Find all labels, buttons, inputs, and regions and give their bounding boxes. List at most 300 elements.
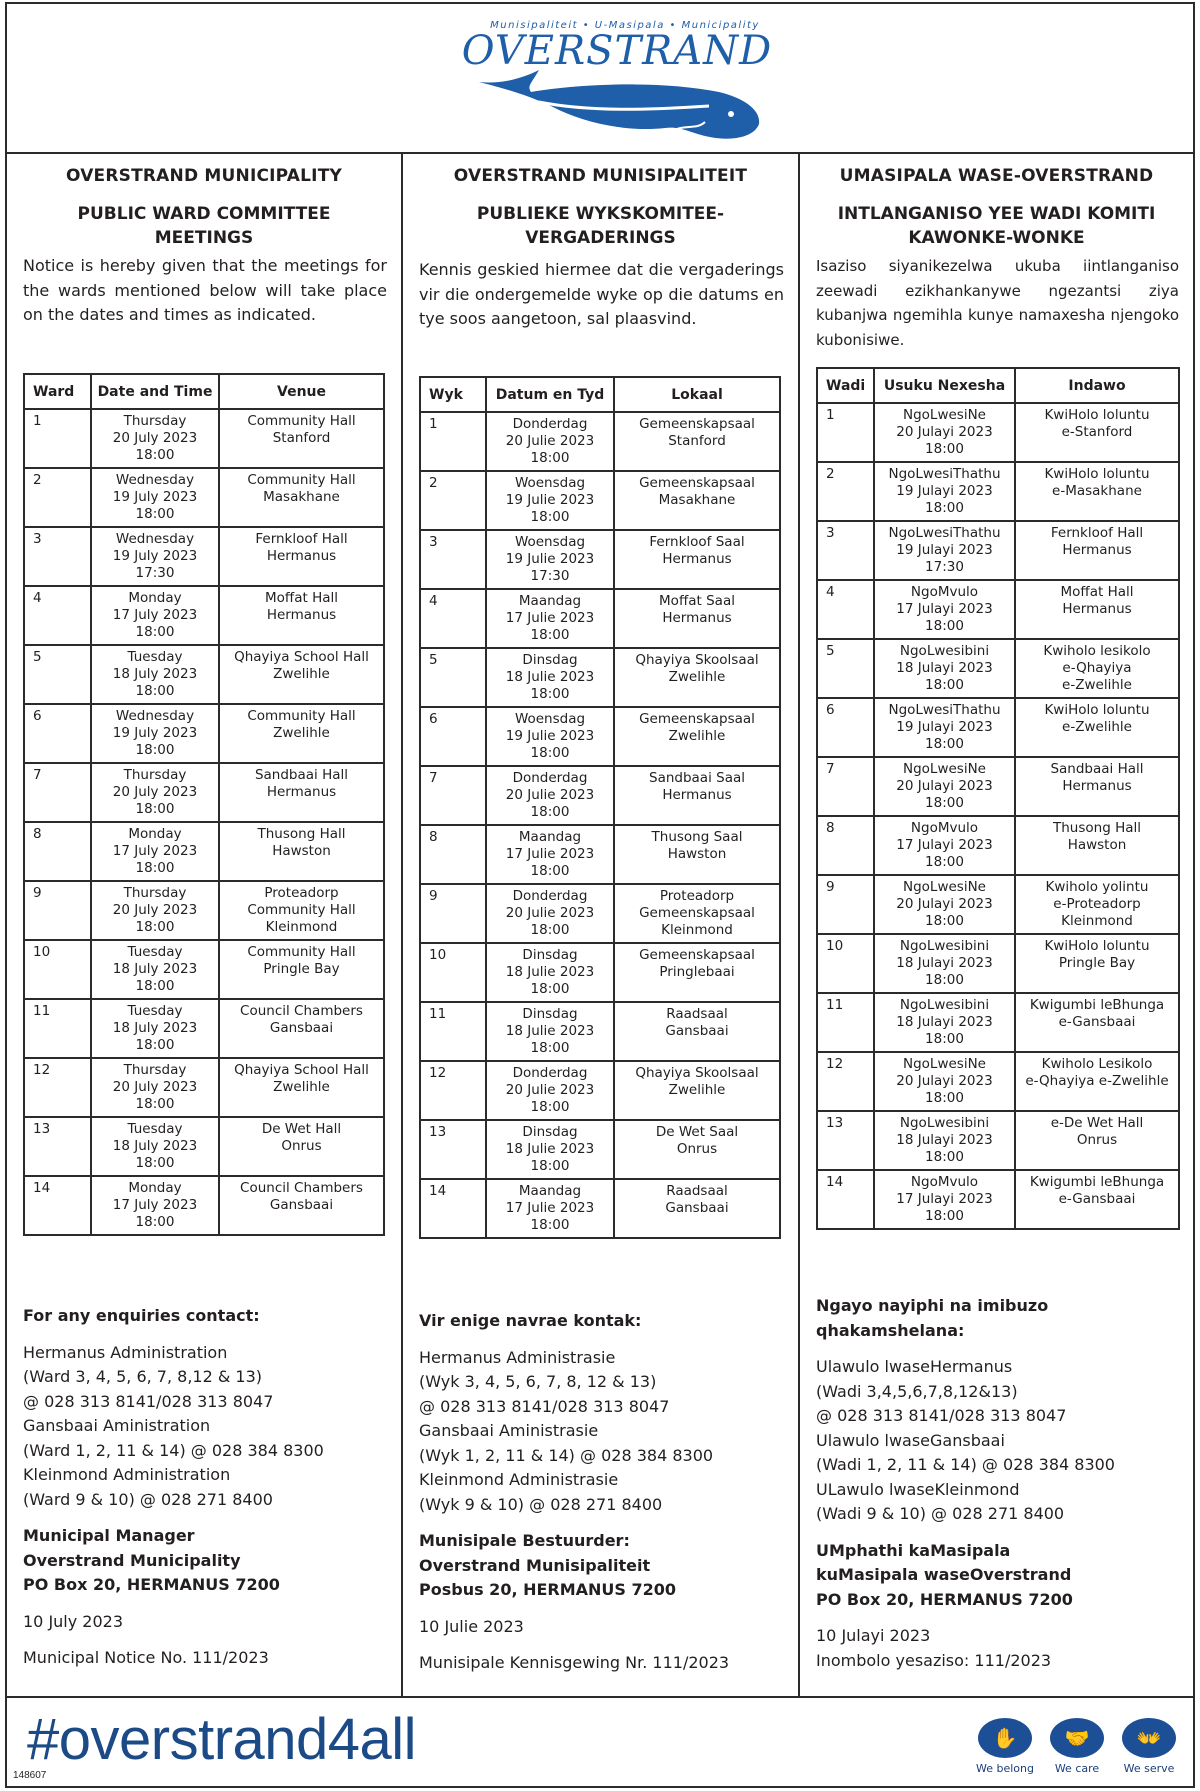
contact-line: (Ward 9 & 10) @ 028 271 8400 xyxy=(23,1489,273,1509)
meeting-day: NgoLwesiNe xyxy=(903,761,986,777)
venue-line: Proteadorp xyxy=(659,888,735,904)
meeting-day: Wednesday xyxy=(115,472,195,488)
venue-line: Onrus xyxy=(676,1141,718,1157)
venue-line: Onrus xyxy=(281,1138,322,1154)
ward-number: 11 xyxy=(24,999,91,1058)
venue-cell xyxy=(219,586,384,645)
contact-line: @ 028 313 8141/028 313 8047 xyxy=(419,1396,670,1416)
meeting-time: 18:00 xyxy=(530,1217,570,1233)
date-time-cell xyxy=(486,825,614,884)
venue-line: Hawston xyxy=(667,846,727,862)
date-time-cell xyxy=(91,763,219,822)
venue-cell xyxy=(614,943,780,1002)
venue-cell xyxy=(1015,816,1179,875)
venue-cell xyxy=(219,999,384,1058)
spacer xyxy=(816,1527,1183,1539)
meeting-date: 17 Julie 2023 xyxy=(505,1200,595,1216)
signatory-line: kuMasipala waseOverstrand xyxy=(816,1565,1072,1584)
meeting-date: 19 Julie 2023 xyxy=(505,492,595,508)
meeting-time: 18:00 xyxy=(925,854,964,870)
table-row xyxy=(24,1058,384,1117)
venue-line: Hermanus xyxy=(662,551,732,567)
schedule-table xyxy=(816,367,1180,1230)
venue-line: Proteadorp xyxy=(264,885,339,901)
meeting-time: 18:00 xyxy=(135,447,175,463)
venue-cell xyxy=(219,881,384,940)
venue-line: Fernkloof Hall xyxy=(255,531,348,547)
venue-line: Hawston xyxy=(272,843,331,859)
venue-line: Thusong Hall xyxy=(1053,820,1141,836)
meeting-date: 19 Julie 2023 xyxy=(505,728,595,744)
venue-cell xyxy=(1015,993,1179,1052)
meeting-day: Thursday xyxy=(123,885,187,901)
meeting-day: NgoLwesibini xyxy=(899,938,990,954)
venue-line: Hermanus xyxy=(1062,601,1132,617)
venue-line: Gansbaai xyxy=(665,1023,729,1039)
meeting-time: 18:00 xyxy=(925,618,964,634)
venue-line: Moffat Hall xyxy=(265,590,338,606)
meeting-time: 18:00 xyxy=(135,624,175,640)
contact-line: ULawulo lwaseKleinmond xyxy=(816,1479,1020,1499)
logo-wordmark: OVERSTRAND xyxy=(461,28,773,74)
meeting-date: 18 Julie 2023 xyxy=(505,964,595,980)
venue-line: Council Chambers xyxy=(240,1180,363,1196)
venue-cell xyxy=(1015,462,1179,521)
value-label: We serve xyxy=(1123,1762,1175,1775)
meeting-time: 18:00 xyxy=(135,1214,175,1230)
meeting-day: Donderdag xyxy=(512,770,588,786)
intro-paragraph: Isaziso siyanikezelwa ukuba iintlanganiso zeewadi ezikhankanywe ngezantsi ziya kubanjwa ngemihla kunye namaxesha njengoko kubonisiwe. xyxy=(816,257,1179,349)
date-time-cell xyxy=(486,471,614,530)
venue-line: Gemeenskapsaal xyxy=(639,416,755,432)
meeting-date: 20 Julayi 2023 xyxy=(896,424,993,440)
footer xyxy=(7,1696,1193,1788)
value-label: We care xyxy=(1054,1762,1100,1775)
table-row xyxy=(817,1111,1179,1170)
venue-line: Qhayiya School Hall xyxy=(234,649,369,665)
values-badges xyxy=(975,1718,1179,1775)
date-time-cell xyxy=(91,645,219,704)
date-time-cell xyxy=(486,707,614,766)
table-row xyxy=(24,1117,384,1176)
meeting-day: NgoMvulo xyxy=(910,820,979,836)
meeting-day: Woensdag xyxy=(514,475,586,491)
table-row xyxy=(817,403,1179,462)
notice-date: 10 Julie 2023 xyxy=(419,1616,524,1636)
date-time-cell xyxy=(874,1170,1015,1229)
venue-line: Zwelihle xyxy=(273,1079,330,1095)
venue-line: Pringle Bay xyxy=(263,961,340,977)
venue-line: Community Hall xyxy=(247,413,356,429)
venue-cell xyxy=(219,1176,384,1235)
meeting-time: 18:00 xyxy=(925,972,964,988)
contact-block xyxy=(816,1294,1183,1673)
venue-line: Zwelihle xyxy=(273,725,330,741)
meeting-time: 18:00 xyxy=(925,677,964,693)
meeting-date: 19 Julayi 2023 xyxy=(896,483,993,499)
date-time-cell xyxy=(874,993,1015,1052)
meeting-date: 17 July 2023 xyxy=(112,843,198,859)
ward-number: 14 xyxy=(420,1179,486,1238)
date-time-cell xyxy=(91,822,219,881)
ward-number: 10 xyxy=(817,934,874,993)
table-row xyxy=(420,825,780,884)
meeting-time: 18:00 xyxy=(530,509,570,525)
venue-line: Gemeenskapsaal xyxy=(639,475,755,491)
ward-number: 1 xyxy=(817,403,874,462)
meeting-time: 18:00 xyxy=(925,1208,964,1224)
ward-number: 2 xyxy=(24,468,91,527)
table-row xyxy=(420,589,780,648)
venue-line: Onrus xyxy=(1076,1132,1118,1148)
notice-number: Munisipale Kennisgewing Nr. 111/2023 xyxy=(419,1653,730,1672)
venue-line: Kleinmond xyxy=(265,919,338,935)
table-row xyxy=(24,1176,384,1235)
meeting-day: NgoMvulo xyxy=(910,1174,979,1190)
meeting-day: Donderdag xyxy=(512,1065,588,1081)
contact-line: Ulawulo lwaseHermanus xyxy=(816,1357,1013,1376)
contact-heading: For any enquiries contact: xyxy=(23,1306,260,1325)
meeting-time: 18:00 xyxy=(925,500,964,516)
schedule-table xyxy=(419,376,781,1239)
ward-number: 14 xyxy=(817,1170,874,1229)
table-row xyxy=(817,816,1179,875)
signatory-line: Posbus 20, HERMANUS 7200 xyxy=(419,1580,677,1599)
ward-number: 6 xyxy=(420,707,486,766)
venue-line: Masakhane xyxy=(658,492,736,508)
date-time-cell xyxy=(91,586,219,645)
meeting-time: 18:00 xyxy=(925,1031,964,1047)
meeting-day: Thursday xyxy=(123,1062,187,1078)
ward-number: 5 xyxy=(24,645,91,704)
meeting-date: 18 Julie 2023 xyxy=(505,1141,595,1157)
meeting-date: 18 Julie 2023 xyxy=(505,1023,595,1039)
meeting-day: NgoLwesibini xyxy=(899,1115,990,1131)
meeting-day: Dinsdag xyxy=(522,1124,578,1140)
venue-line: Hermanus xyxy=(1062,542,1132,558)
meeting-date: 20 Julayi 2023 xyxy=(896,1073,993,1089)
date-time-cell xyxy=(874,1052,1015,1111)
spacer xyxy=(419,1517,788,1529)
venue-cell xyxy=(219,468,384,527)
date-time-cell xyxy=(91,1176,219,1235)
table-row xyxy=(420,707,780,766)
meeting-day: Monday xyxy=(128,590,182,606)
venue-line: Hermanus xyxy=(266,607,337,623)
meeting-time: 17:30 xyxy=(530,568,570,584)
contact-line: (Wadi 9 & 10) @ 028 271 8400 xyxy=(816,1504,1065,1523)
ward-number: 7 xyxy=(817,757,874,816)
signatory-line: Munisipale Bestuurder: xyxy=(419,1531,630,1550)
venue-line: Gansbaai xyxy=(665,1200,729,1216)
venue-cell xyxy=(614,1061,780,1120)
contact-line: Ulawulo lwaseGansbaai xyxy=(816,1430,1005,1450)
signatory-line: Overstrand Munisipaliteit xyxy=(419,1555,651,1575)
table-row xyxy=(420,884,780,943)
venue-line: Kleinmond xyxy=(1061,913,1133,929)
table-row xyxy=(24,763,384,822)
meeting-date: 20 Julayi 2023 xyxy=(896,896,993,912)
venue-cell xyxy=(614,1179,780,1238)
contact-heading: Vir enige navrae kontak: xyxy=(419,1311,642,1330)
venue-line: e-Proteadorp xyxy=(1053,896,1141,912)
notice-number: Inombolo yesaziso: 111/2023 xyxy=(816,1650,1052,1670)
meeting-date: 19 July 2023 xyxy=(112,548,198,564)
venue-line: Hawston xyxy=(1067,837,1127,853)
contact-line: Gansbaai Aministration xyxy=(23,1416,211,1435)
date-time-cell xyxy=(486,1120,614,1179)
venue-cell xyxy=(219,763,384,822)
value-we-care xyxy=(1047,1718,1107,1775)
venue-line: Moffat Hall xyxy=(1060,584,1134,600)
venue-line: Gemeenskapsaal xyxy=(639,905,755,921)
meeting-day: Monday xyxy=(128,1180,182,1196)
table-row xyxy=(24,940,384,999)
table-row xyxy=(24,704,384,763)
meeting-day: Tuesday xyxy=(127,1003,183,1019)
contact-line: Gansbaai Aministrasie xyxy=(419,1421,599,1440)
meeting-date: 18 Julie 2023 xyxy=(505,669,595,685)
ward-number: 8 xyxy=(420,825,486,884)
meeting-time: 18:00 xyxy=(925,913,964,929)
meeting-date: 19 July 2023 xyxy=(112,725,198,741)
venue-cell xyxy=(219,822,384,881)
contact-line: (Wyk 1, 2, 11 & 14) @ 028 384 8300 xyxy=(419,1445,714,1465)
meeting-time: 18:00 xyxy=(530,1099,570,1115)
date-time-cell xyxy=(91,527,219,586)
column-afrikaans xyxy=(403,154,800,1696)
date-time-cell xyxy=(486,648,614,707)
value-label: We belong xyxy=(976,1762,1034,1775)
meeting-day: NgoMvulo xyxy=(910,584,979,600)
date-time-cell xyxy=(91,468,219,527)
venue-line: Kwiholo Lesikolo xyxy=(1041,1056,1153,1072)
signatory-line: Municipal Manager xyxy=(23,1526,195,1545)
meeting-day: Donderdag xyxy=(512,888,588,904)
header-venue: Indawo xyxy=(1015,368,1179,403)
venue-line: Hermanus xyxy=(662,787,732,803)
date-time-cell xyxy=(874,580,1015,639)
meeting-date: 20 Julie 2023 xyxy=(505,787,595,803)
meeting-day: Tuesday xyxy=(127,944,183,960)
meeting-day: Monday xyxy=(128,826,182,842)
meeting-date: 17 Julie 2023 xyxy=(505,846,595,862)
venue-line: Gansbaai xyxy=(269,1197,334,1213)
logo-header xyxy=(7,4,1193,154)
meeting-day: Maandag xyxy=(518,1183,582,1199)
venue-cell xyxy=(614,766,780,825)
contact-line: (Wyk 9 & 10) @ 028 271 8400 xyxy=(419,1494,663,1514)
venue-cell xyxy=(219,940,384,999)
ward-number: 14 xyxy=(24,1176,91,1235)
table-row xyxy=(24,822,384,881)
header-date-time: Usuku Nexesha xyxy=(874,368,1015,403)
date-time-cell xyxy=(874,1111,1015,1170)
meeting-date: 17 Julayi 2023 xyxy=(896,1191,993,1207)
table-row xyxy=(420,530,780,589)
date-time-cell xyxy=(486,884,614,943)
date-time-cell xyxy=(486,1002,614,1061)
venue-line: Community Hall xyxy=(247,472,356,488)
schedule-table xyxy=(23,373,385,1236)
ward-number: 7 xyxy=(24,763,91,822)
ward-number: 1 xyxy=(24,409,91,468)
table-row xyxy=(817,698,1179,757)
venue-line: Zwelihle xyxy=(668,1082,726,1098)
table-row xyxy=(817,462,1179,521)
venue-cell xyxy=(219,527,384,586)
header-date-time: Date and Time xyxy=(91,374,219,409)
meeting-day: Thursday xyxy=(123,767,187,783)
venue-line: e-Stanford xyxy=(1061,424,1133,440)
contact-block xyxy=(23,1304,391,1671)
column-subtitle: PUBLIC WARD COMMITTEE MEETINGS xyxy=(77,204,331,248)
ward-number: 1 xyxy=(420,412,486,471)
venue-line: Sandbaai Hall xyxy=(254,767,349,783)
meeting-day: Woensdag xyxy=(514,534,586,550)
meeting-date: 20 Julie 2023 xyxy=(505,433,595,449)
venue-line: e-Zwelihle xyxy=(1062,677,1132,693)
ward-number: 12 xyxy=(420,1061,486,1120)
meeting-date: 20 July 2023 xyxy=(112,430,198,446)
table-row xyxy=(420,471,780,530)
spacer xyxy=(23,1329,391,1341)
venue-cell xyxy=(614,884,780,943)
meeting-day: Wednesday xyxy=(115,531,195,547)
meeting-date: 18 July 2023 xyxy=(112,1020,198,1036)
table-row xyxy=(420,766,780,825)
venue-line: Community Hall xyxy=(247,944,356,960)
ward-number: 2 xyxy=(817,462,874,521)
meeting-date: 18 July 2023 xyxy=(112,666,198,682)
venue-line: Kwigumbi leBhunga xyxy=(1029,1174,1165,1190)
job-number: 148607 xyxy=(13,1770,47,1781)
value-we-serve xyxy=(1119,1718,1179,1775)
ward-number: 10 xyxy=(420,943,486,1002)
meeting-date: 20 July 2023 xyxy=(112,902,198,918)
venue-cell xyxy=(1015,698,1179,757)
venue-cell xyxy=(614,825,780,884)
contact-line: (Ward 1, 2, 11 & 14) @ 028 384 8300 xyxy=(23,1440,324,1460)
meeting-date: 20 Julie 2023 xyxy=(505,1082,595,1098)
venue-line: Pringle Bay xyxy=(1058,955,1136,971)
contact-line: Hermanus Administration xyxy=(23,1342,228,1362)
ward-number: 13 xyxy=(420,1120,486,1179)
meeting-time: 18:00 xyxy=(530,981,570,997)
meeting-date: 19 Julayi 2023 xyxy=(896,542,993,558)
header-ward: Wyk xyxy=(420,377,486,412)
date-time-cell xyxy=(486,1179,614,1238)
venue-cell xyxy=(614,707,780,766)
meeting-time: 18:00 xyxy=(925,1090,964,1106)
table-row xyxy=(24,409,384,468)
meeting-time: 18:00 xyxy=(530,627,570,643)
venue-line: Sandbaai Hall xyxy=(1050,761,1144,777)
venue-line: e-Masakhane xyxy=(1052,483,1142,499)
meeting-time: 18:00 xyxy=(135,860,175,876)
meeting-time: 17:30 xyxy=(135,565,175,581)
meeting-day: Woensdag xyxy=(514,711,586,727)
venue-line: Thusong Hall xyxy=(257,826,346,842)
ward-number: 9 xyxy=(817,875,874,934)
clasped-hands-icon: 🤝 xyxy=(1050,1718,1104,1758)
ward-number: 8 xyxy=(817,816,874,875)
venue-line: Thusong Saal xyxy=(651,829,743,845)
date-time-cell xyxy=(486,766,614,825)
spacer xyxy=(816,1343,1183,1355)
venue-line: e-De Wet Hall xyxy=(1050,1115,1144,1131)
table-row xyxy=(817,757,1179,816)
venue-line: Raadsaal xyxy=(666,1183,728,1199)
ward-number: 11 xyxy=(420,1002,486,1061)
column-isixhosa xyxy=(800,154,1193,1696)
table-row xyxy=(420,1179,780,1238)
table-row xyxy=(420,1120,780,1179)
ward-number: 9 xyxy=(420,884,486,943)
table-row xyxy=(420,1061,780,1120)
venue-line: Qhayiya Skoolsaal xyxy=(635,652,759,668)
table-row xyxy=(24,468,384,527)
venue-line: Community Hall xyxy=(247,902,356,918)
ward-number: 7 xyxy=(420,766,486,825)
meeting-date: 18 Julayi 2023 xyxy=(896,1014,993,1030)
table-row xyxy=(24,645,384,704)
ward-number: 3 xyxy=(24,527,91,586)
meeting-time: 17:30 xyxy=(925,559,964,575)
meeting-day: NgoLwesiNe xyxy=(903,879,986,895)
column-title: UMASIPALA WASE-OVERSTRAND xyxy=(839,166,1154,186)
contact-block xyxy=(419,1309,788,1676)
contact-heading: Ngayo nayiphi na imibuzo qhakamshelana: xyxy=(816,1296,1049,1340)
holding-hands-icon: ✋ xyxy=(978,1718,1032,1758)
date-time-cell xyxy=(91,704,219,763)
ward-number: 13 xyxy=(24,1117,91,1176)
contact-line: (Wadi 3,4,5,6,7,8,12&13) xyxy=(816,1381,1018,1401)
date-time-cell xyxy=(874,639,1015,698)
date-time-cell xyxy=(874,698,1015,757)
date-time-cell xyxy=(874,816,1015,875)
venue-line: Fernkloof Saal xyxy=(649,534,745,550)
venue-cell xyxy=(1015,1170,1179,1229)
meeting-time: 18:00 xyxy=(530,804,570,820)
meeting-date: 18 July 2023 xyxy=(112,1138,198,1154)
header-date-time: Datum en Tyd xyxy=(486,377,614,412)
meeting-day: NgoLwesibini xyxy=(899,997,990,1013)
venue-line: e-Gansbaai xyxy=(1058,1014,1136,1030)
ward-number: 4 xyxy=(24,586,91,645)
meeting-day: NgoLwesiNe xyxy=(903,1056,986,1072)
ward-number: 3 xyxy=(817,521,874,580)
meeting-date: 19 Julie 2023 xyxy=(505,551,595,567)
meeting-time: 18:00 xyxy=(530,1158,570,1174)
venue-line: Moffat Saal xyxy=(659,593,735,609)
signatory-line: PO Box 20, HERMANUS 7200 xyxy=(23,1575,280,1594)
spacer xyxy=(23,1512,391,1524)
venue-line: Raadsaal xyxy=(666,1006,728,1022)
meeting-date: 20 Julie 2023 xyxy=(505,905,595,921)
intro-paragraph: Notice is hereby given that the meetings for the wards mentioned below will take place on the dates and times as indicated. xyxy=(23,256,387,324)
contact-line: (Ward 3, 4, 5, 6, 7, 8,12 & 13) xyxy=(23,1367,263,1386)
venue-cell xyxy=(614,471,780,530)
venue-line: Hermanus xyxy=(266,784,337,800)
venue-cell xyxy=(1015,875,1179,934)
venue-line: Zwelihle xyxy=(273,666,330,682)
venue-cell xyxy=(614,412,780,471)
venue-line: KwiHolo loluntu xyxy=(1044,407,1150,423)
notice-date: 10 July 2023 xyxy=(23,1611,124,1631)
venue-line: Zwelihle xyxy=(668,728,726,744)
column-title: OVERSTRAND MUNICIPALITY xyxy=(66,166,342,186)
